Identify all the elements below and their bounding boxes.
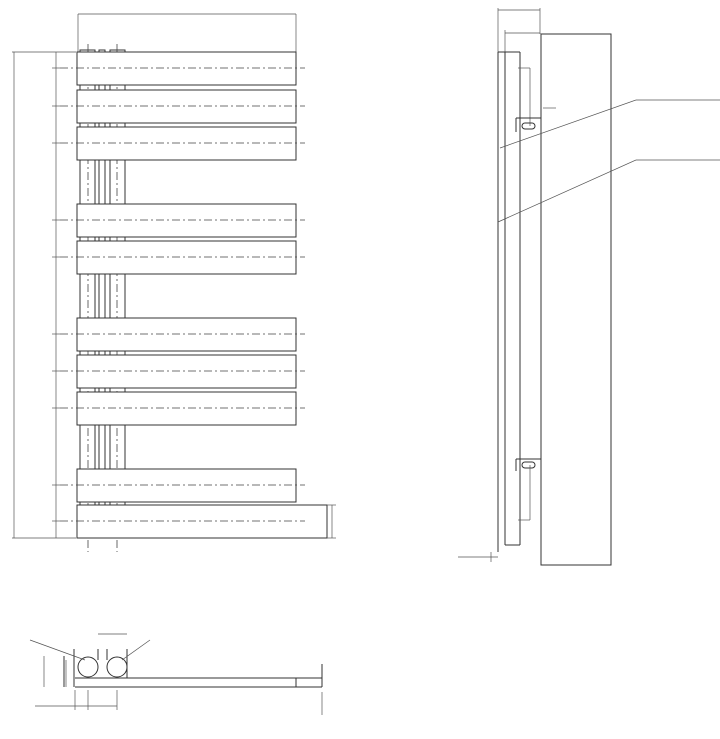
brick-wall (541, 34, 611, 565)
side-view (458, 8, 720, 565)
pipe-circle (107, 657, 127, 677)
bottom-view (30, 634, 322, 715)
pipe-circle (78, 657, 98, 677)
top-bracket (516, 108, 556, 132)
towel-bars (77, 52, 327, 538)
front-view (12, 14, 336, 552)
